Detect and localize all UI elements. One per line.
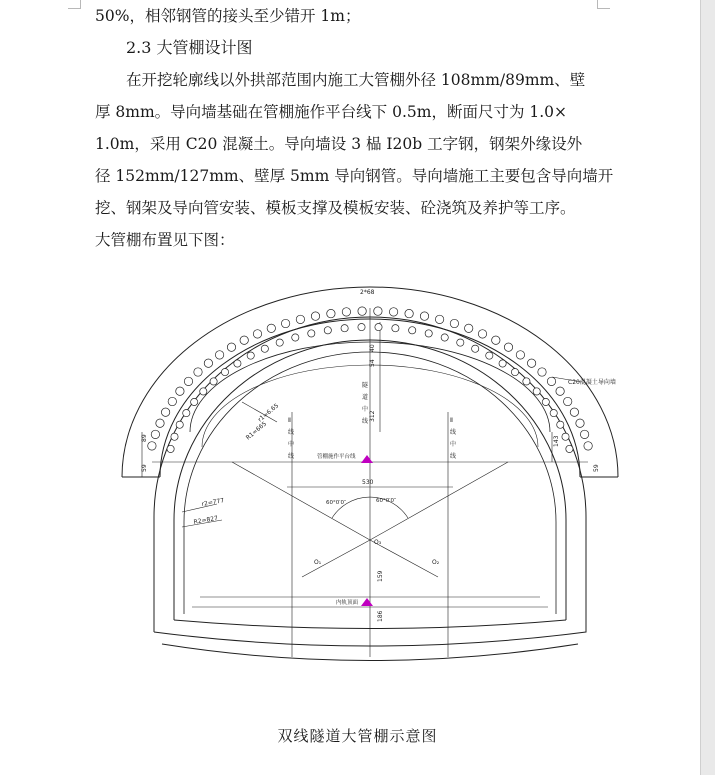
pipe-circle xyxy=(342,308,350,316)
dim-59-left: 59 xyxy=(141,464,148,472)
pipe-circle xyxy=(425,330,432,337)
center-axis-char: 道 xyxy=(362,394,369,401)
pipe-circle xyxy=(389,308,397,316)
pipe-circle xyxy=(296,315,304,323)
pipe-circle xyxy=(267,324,275,332)
pipe-circle xyxy=(472,345,479,352)
pipe-circle xyxy=(542,398,549,405)
platform-marker xyxy=(361,455,373,463)
pipe-circle xyxy=(566,445,573,452)
right-axis-char: 线 xyxy=(450,429,457,436)
pipe-circle xyxy=(156,419,164,427)
pipe-circle xyxy=(550,410,557,417)
pipe-circle xyxy=(184,377,192,385)
pipe-circle xyxy=(576,419,584,427)
pipe-circle xyxy=(557,421,564,428)
pipe-circle xyxy=(584,442,592,450)
pipe-circle xyxy=(478,330,486,338)
pipe-circle xyxy=(191,398,198,405)
dim-186: 186 xyxy=(377,610,384,622)
scrollbar[interactable] xyxy=(700,0,715,775)
rail-marker xyxy=(361,598,373,606)
pipe-circle xyxy=(516,351,524,359)
pipe-circle xyxy=(240,336,248,344)
right-axis-char: 线 xyxy=(450,453,457,460)
pipe-circle xyxy=(435,315,443,323)
pipe-circle xyxy=(324,327,331,334)
dim-530: 530 xyxy=(362,479,374,486)
body-paragraph xyxy=(95,64,614,256)
dim-40: 40 xyxy=(369,344,376,352)
left-axis-char: Ⅱ xyxy=(288,417,291,424)
pipe-circle xyxy=(194,368,202,376)
pipe-circle xyxy=(450,319,458,327)
pipe-circle xyxy=(168,397,176,405)
label-guide-wall: C20混凝土导向墙 xyxy=(568,379,616,386)
paragraph-line: 在开挖轮廓线以外拱部范围内施工大管棚外径 108mm/89mm、壁 xyxy=(126,71,586,89)
section-heading: 2.3 大管棚设计图 xyxy=(126,38,253,57)
pipe-circle xyxy=(176,387,184,395)
pipe-circle xyxy=(183,410,190,417)
pipe-circle xyxy=(420,312,428,320)
pipe-circle xyxy=(564,397,572,405)
pipe-circle xyxy=(405,309,413,317)
pipe-circle xyxy=(281,319,289,327)
drawing-svg xyxy=(112,282,628,682)
label-R2: R2=827 xyxy=(193,514,219,526)
pipe-circle xyxy=(358,307,366,315)
pipe-circle xyxy=(556,387,564,395)
pipe-circle xyxy=(511,369,518,376)
pipe-circle xyxy=(215,351,223,359)
angle-left: 60°0′0″ xyxy=(326,500,347,506)
pipe-circle xyxy=(171,433,178,440)
label-o1: O₁ xyxy=(314,559,322,566)
pipe-circle xyxy=(261,345,268,352)
pipe-circle xyxy=(538,368,546,376)
pipe-circle xyxy=(148,442,156,450)
pipe-circle xyxy=(161,408,169,416)
pipe-circle xyxy=(441,334,448,341)
pipe-circle xyxy=(227,343,235,351)
pipe-circle xyxy=(457,339,464,346)
center-axis-char: 中 xyxy=(362,406,369,413)
pipe-circle xyxy=(210,378,217,385)
pipe-circle xyxy=(176,421,183,428)
right-axis-char: 中 xyxy=(450,441,457,448)
pipe-circle xyxy=(308,330,315,337)
pipe-circle xyxy=(527,359,535,367)
paragraph-line: 大管棚布置见下图： xyxy=(95,231,235,249)
pipe-circle xyxy=(409,327,416,334)
margin-mark-left xyxy=(68,0,81,9)
pipe-circle xyxy=(327,309,335,317)
dim-59-right: 59 xyxy=(593,464,600,472)
dim-159: 159 xyxy=(377,570,384,582)
paragraph-line: 厚 8mm。导向墙基础在管棚施作平台线下 0.5m，断面尺寸为 1.0× xyxy=(95,103,568,121)
pipe-circle xyxy=(292,334,299,341)
label-o3: O₃ xyxy=(374,539,382,546)
label-R1: R1=665 xyxy=(244,420,269,442)
dim-89: 89 xyxy=(141,434,148,442)
pipe-circle xyxy=(167,445,174,452)
pipe-circle xyxy=(253,330,261,338)
left-axis-char: 线 xyxy=(288,429,295,436)
pipe-circle xyxy=(392,325,399,332)
label-top-width: 2*68 xyxy=(360,289,375,296)
label-r1: r1=6.65 xyxy=(256,402,281,424)
pipe-circle xyxy=(200,388,207,395)
label-o2: O₂ xyxy=(432,559,440,566)
pipe-circle xyxy=(341,325,348,332)
pipe-circle xyxy=(151,430,159,438)
pipe-circle xyxy=(358,324,365,331)
pipe-circle xyxy=(562,433,569,440)
angle-right: 60°0′0″ xyxy=(376,498,397,504)
paragraph-line: 挖、钢架及导向管安装、模板支撑及模板安装、砼浇筑及养护等工序。 xyxy=(95,199,576,217)
paragraph-line: 径 152mm/127mm、壁厚 5mm 导向钢管。导向墙施工主要包含导向墙开 xyxy=(95,167,614,185)
paragraph-line: 1.0m，采用 C20 混凝土。导向墙设 3 榀 I20b 工字钢，钢架外缘设外 xyxy=(95,135,583,153)
left-axis-char: 中 xyxy=(288,441,295,448)
pipe-circle xyxy=(374,307,382,315)
dim-143: 143 xyxy=(553,435,560,447)
right-axis-char: Ⅱ xyxy=(450,417,453,424)
tunnel-pipe-roof-drawing xyxy=(112,282,628,682)
left-axis-char: 线 xyxy=(288,453,295,460)
pipe-circle xyxy=(375,324,382,331)
figure-caption: 双线隧道大管棚示意图 xyxy=(277,727,438,745)
dim-54: 54 xyxy=(369,359,376,367)
pipe-circle xyxy=(547,377,555,385)
pipe-circle xyxy=(533,388,540,395)
center-axis-char: 线 xyxy=(362,418,369,425)
label-rail: 内轨顶面 xyxy=(336,600,359,606)
pipe-circle xyxy=(247,352,254,359)
pipe-circle xyxy=(504,343,512,351)
label-r2: r2=777 xyxy=(201,497,225,508)
pipe-circle xyxy=(486,352,493,359)
pipe-circle xyxy=(523,378,530,385)
pipe-circle xyxy=(499,360,506,367)
label-platform: 管棚施作平台线 xyxy=(317,454,356,460)
pipe-circle xyxy=(204,359,212,367)
pipe-circle xyxy=(492,336,500,344)
pipe-circle xyxy=(234,360,241,367)
pipe-circle xyxy=(221,369,228,376)
pipe-circle xyxy=(311,312,319,320)
pipe-circle xyxy=(465,324,473,332)
center-axis-char: 隧 xyxy=(362,382,369,389)
pipe-circle xyxy=(276,339,283,346)
pipe-circle xyxy=(580,430,588,438)
pipe-circle xyxy=(570,408,578,416)
dim-312: 312 xyxy=(369,410,376,422)
text-line-top: 50%，相邻钢管的接头至少错开 1m； xyxy=(95,7,361,25)
